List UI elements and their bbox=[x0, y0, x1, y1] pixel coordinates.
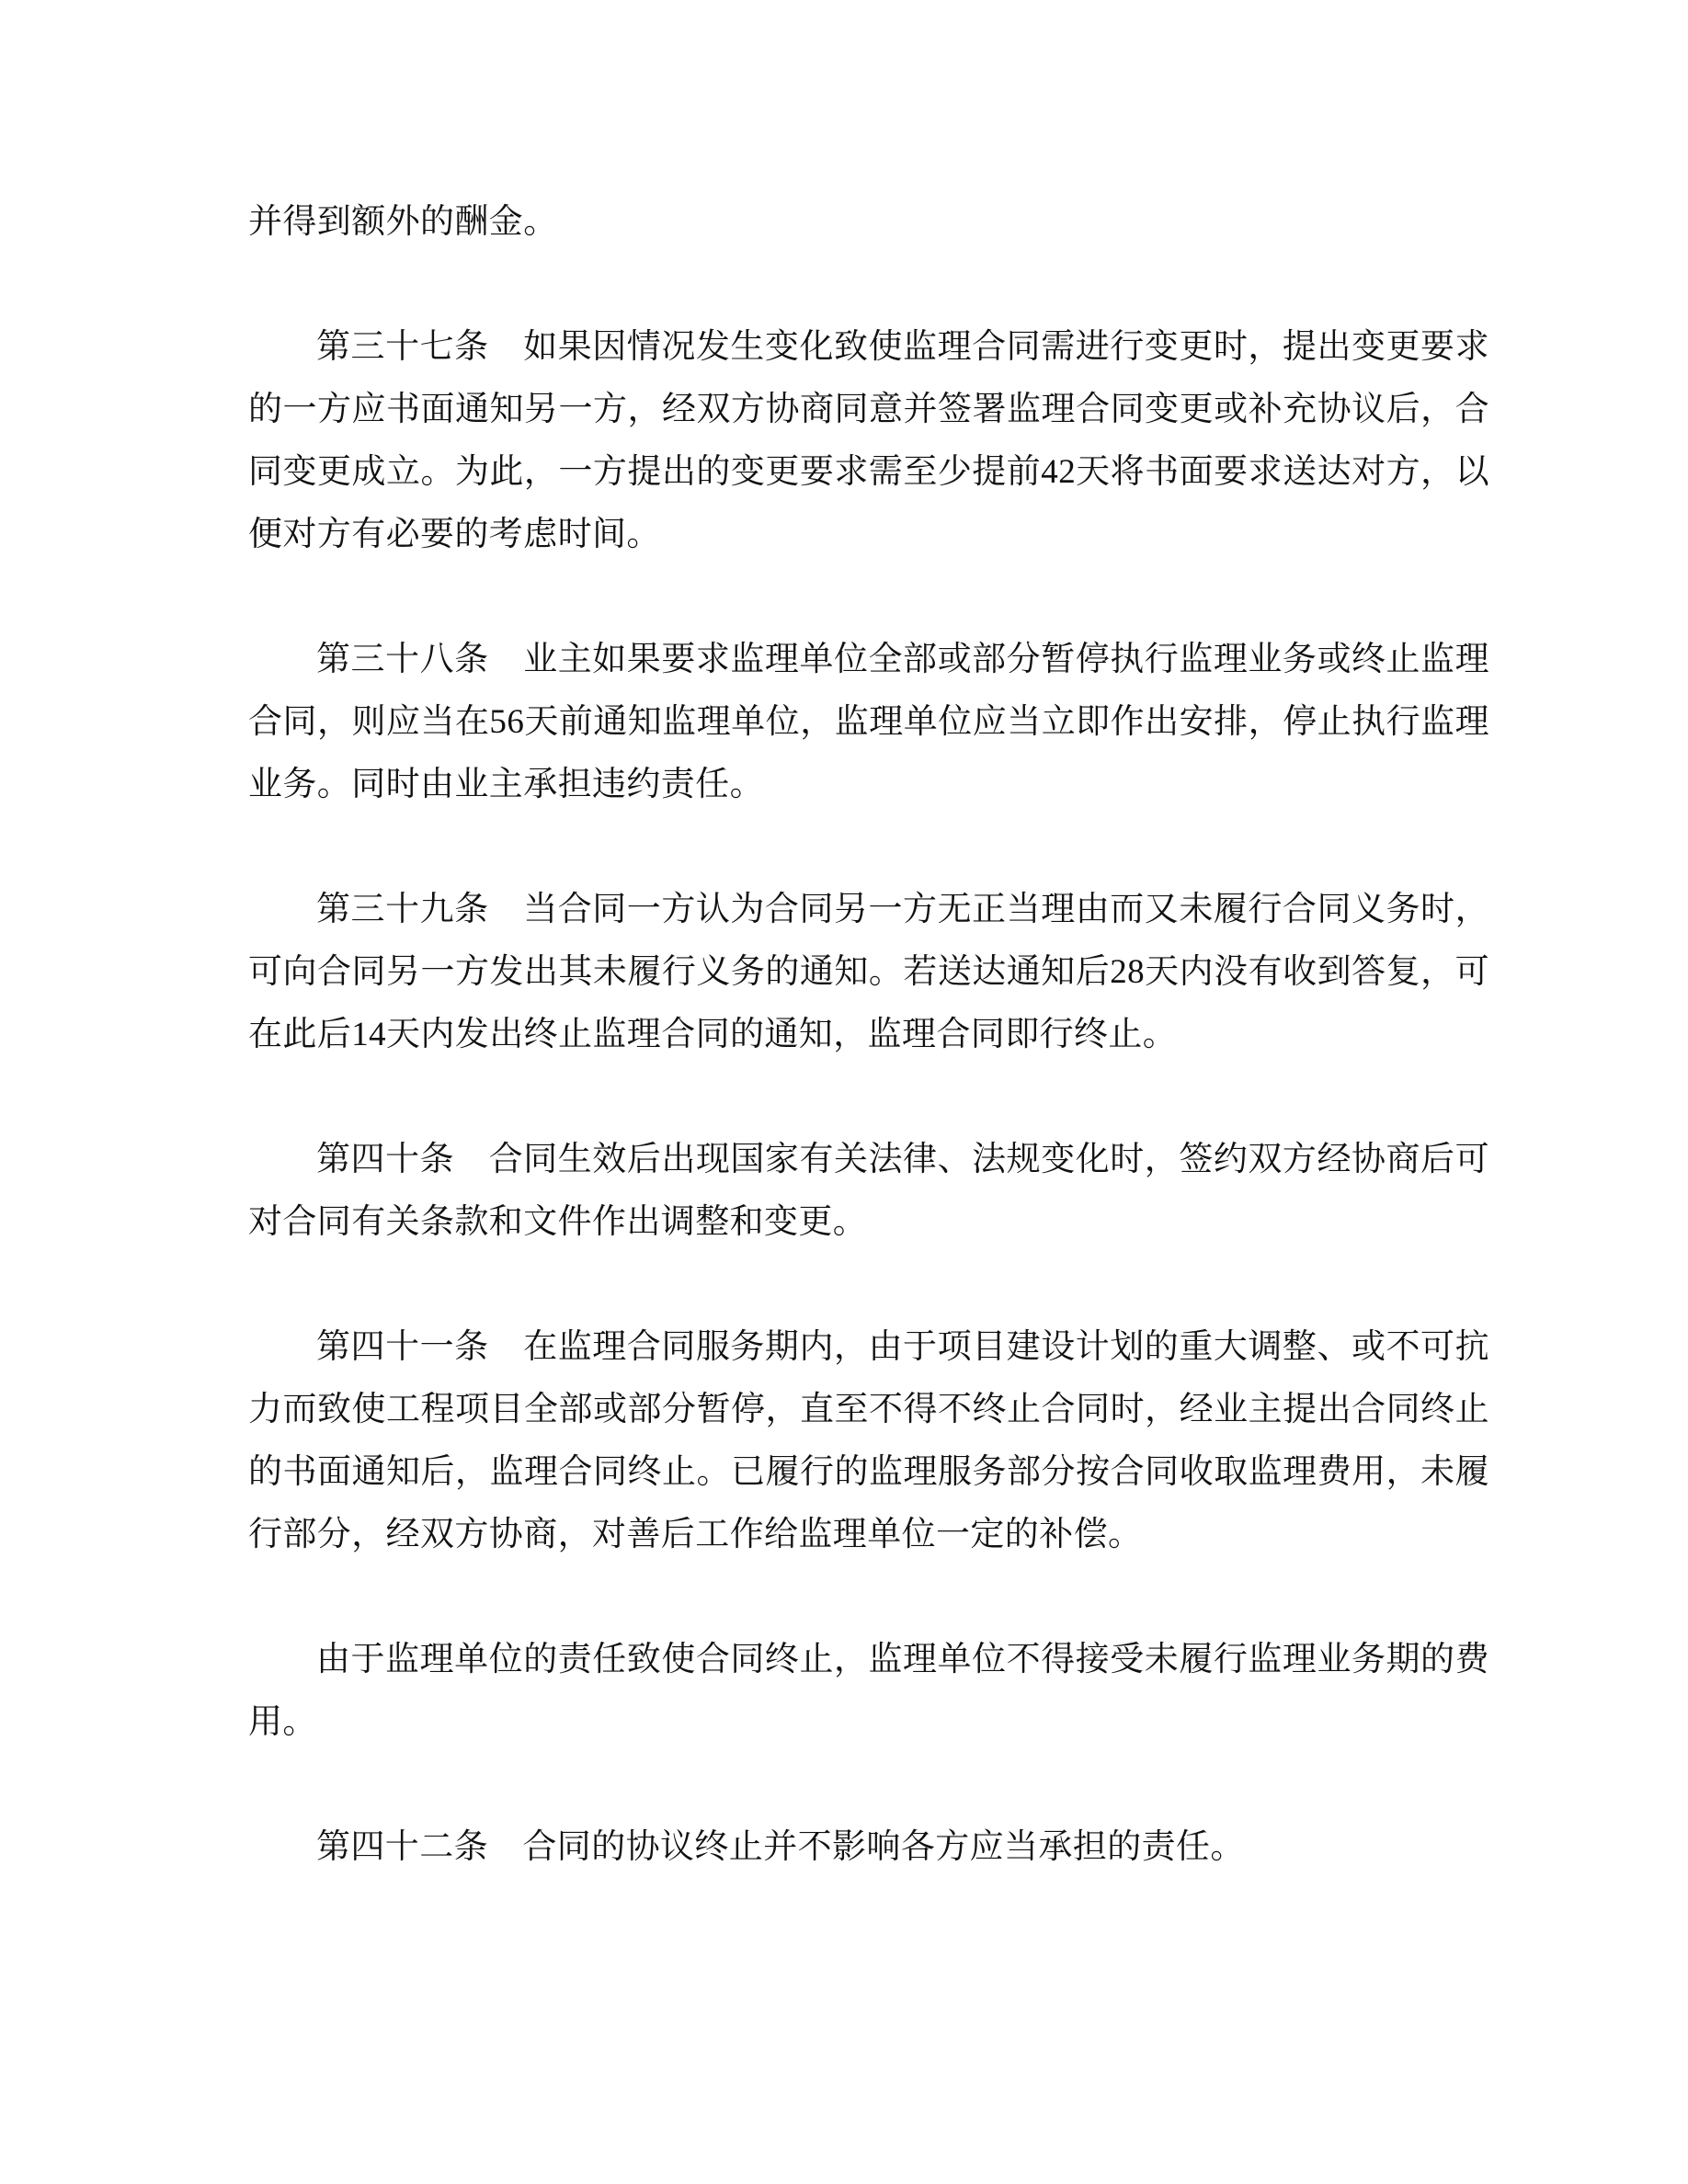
clause-38-paragraph: 第三十八条 业主如果要求监理单位全部或部分暂停执行监理业务或终止监理合同，则应当在56天前通知监理单位，监理单位应当立即作出安排，停止执行监理业务。同时由业主承担违约责任。 bbox=[248, 641, 1489, 803]
contract-text-block bbox=[248, 191, 1489, 1879]
clause-40-paragraph: 第四十条 合同生效后出现国家有关法律、法规变化时，签约双方经协商后可对合同有关条款和文件作出调整和变更。 bbox=[248, 1141, 1489, 1241]
clause-42-paragraph: 第四十二条 合同的协议终止并不影响各方应当承担的责任。 bbox=[316, 1828, 1245, 1866]
clause-41-supplement-paragraph: 由于监理单位的责任致使合同终止，监理单位不得接受未履行监理业务期的费用。 bbox=[248, 1641, 1489, 1741]
clause-continuation-text: 并得到额外的酬金。 bbox=[248, 203, 558, 241]
clause-41-paragraph: 第四十一条 在监理合同服务期内，由于项目建设计划的重大调整、或不可抗力而致使工程项目全部或部分暂停，直至不得不终止合同时，经业主提出合同终止的书面通知后，监理合同终止。已履行的监理服务部分按合同收取监理费用，未履行部分，经双方协商，对善后工作给监理单位一定的补偿。 bbox=[248, 1328, 1489, 1553]
clause-37-paragraph: 第三十七条 如果因情况发生变化致使监理合同需进行变更时，提出变更要求的一方应书面通知另一方，经双方协商同意并签署监理合同变更或补充协议后，合同变更成立。为此，一方提出的变更要求需至少提前42天将书面要求送达对方，以便对方有必要的考虑时间。 bbox=[248, 328, 1489, 553]
clause-39-paragraph: 第三十九条 当合同一方认为合同另一方无正当理由而又未履行合同义务时，可向合同另一方发出其未履行义务的通知。若送达通知后28天内没有收到答复，可在此后14天内发出终止监理合同的通知，监理合同即行终止。 bbox=[248, 891, 1489, 1053]
